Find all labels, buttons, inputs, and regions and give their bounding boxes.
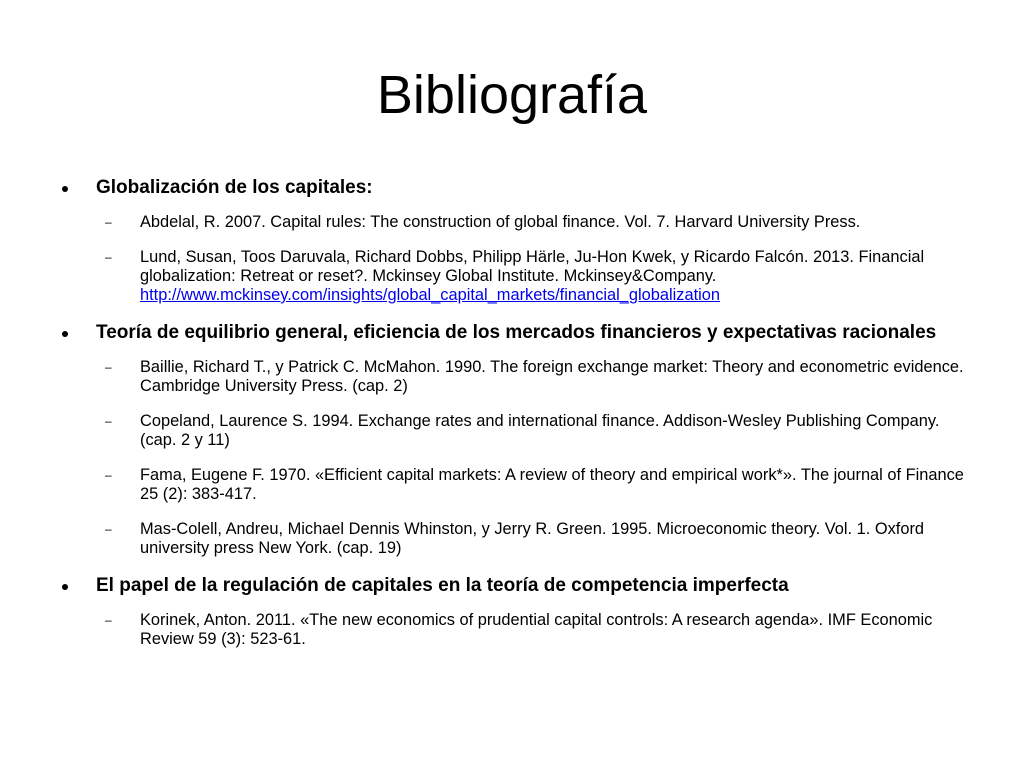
bullet-dot-icon (62, 331, 68, 337)
bullet-dot-icon (62, 584, 68, 590)
dash-bullet-icon: – (105, 613, 112, 627)
section-heading (58, 321, 978, 344)
section-heading-text: Globalización de los capitales: (96, 177, 373, 198)
reference-item (58, 520, 978, 558)
section-heading (58, 176, 978, 199)
section-equilibrium-theory (58, 321, 978, 558)
section-heading (58, 574, 978, 597)
reference-list (58, 611, 978, 649)
dash-bullet-icon: – (105, 414, 112, 428)
dash-bullet-icon: – (105, 360, 112, 374)
section-globalization (58, 176, 978, 305)
bullet-dot-icon (62, 186, 68, 192)
reference-item (58, 213, 978, 232)
slide-title: Bibliografía (376, 65, 648, 125)
reference-text: Mas-Colell, Andreu, Michael Dennis Whinston, y Jerry R. Green. 1995. Microeconomic theory. Vol. 1. Oxford university press New York. (cap. 19) (140, 520, 925, 557)
reference-item (58, 412, 978, 450)
reference-list (58, 358, 978, 558)
reference-list (58, 213, 978, 305)
dash-bullet-icon: – (105, 215, 112, 229)
reference-text: Fama, Eugene F. 1970. «Efficient capital markets: A review of theory and empirical work*». The journal of Finance 25 (2): 383-417. (140, 466, 964, 503)
reference-text: Lund, Susan, Toos Daruvala, Richard Dobbs, Philipp Härle, Ju-Hon Kwek, y Ricardo Falcón. 2013. Financial globalization: Retreat or reset?. Mckinsey Global Institute. Mckinsey&Company. (140, 248, 925, 285)
dash-bullet-icon: – (105, 250, 112, 264)
section-heading-text: Teoría de equilibrio general, eficiencia de los mercados financieros y expectativas racionales (96, 322, 937, 343)
reference-text: Korinek, Anton. 2011. «The new economics of prudential capital controls: A research agenda». IMF Economic Review 59 (3): 523-61. (140, 611, 933, 648)
section-capital-regulation (58, 574, 978, 649)
section-heading-text: El papel de la regulación de capitales en la teoría de competencia imperfecta (96, 575, 789, 596)
reference-text: Baillie, Richard T., y Patrick C. McMahon. 1990. The foreign exchange market: Theory and econometric evidence. Cambridge University Press. (cap. 2) (140, 358, 964, 395)
dash-bullet-icon: – (105, 522, 112, 536)
reference-text: Abdelal, R. 2007. Capital rules: The construction of global finance. Vol. 7. Harvard University Press. (140, 213, 861, 231)
reference-item (58, 358, 978, 396)
reference-item (58, 611, 978, 649)
reference-item (58, 466, 978, 504)
reference-item (58, 248, 978, 305)
reference-link[interactable]: http://www.mckinsey.com/insights/global_capital_markets/financial_globalization (140, 286, 721, 304)
dash-bullet-icon: – (105, 468, 112, 482)
bibliography-content (58, 176, 978, 665)
reference-text: Copeland, Laurence S. 1994. Exchange rates and international finance. Addison-Wesley Publishing Company. (cap. 2 y 11) (140, 412, 940, 449)
